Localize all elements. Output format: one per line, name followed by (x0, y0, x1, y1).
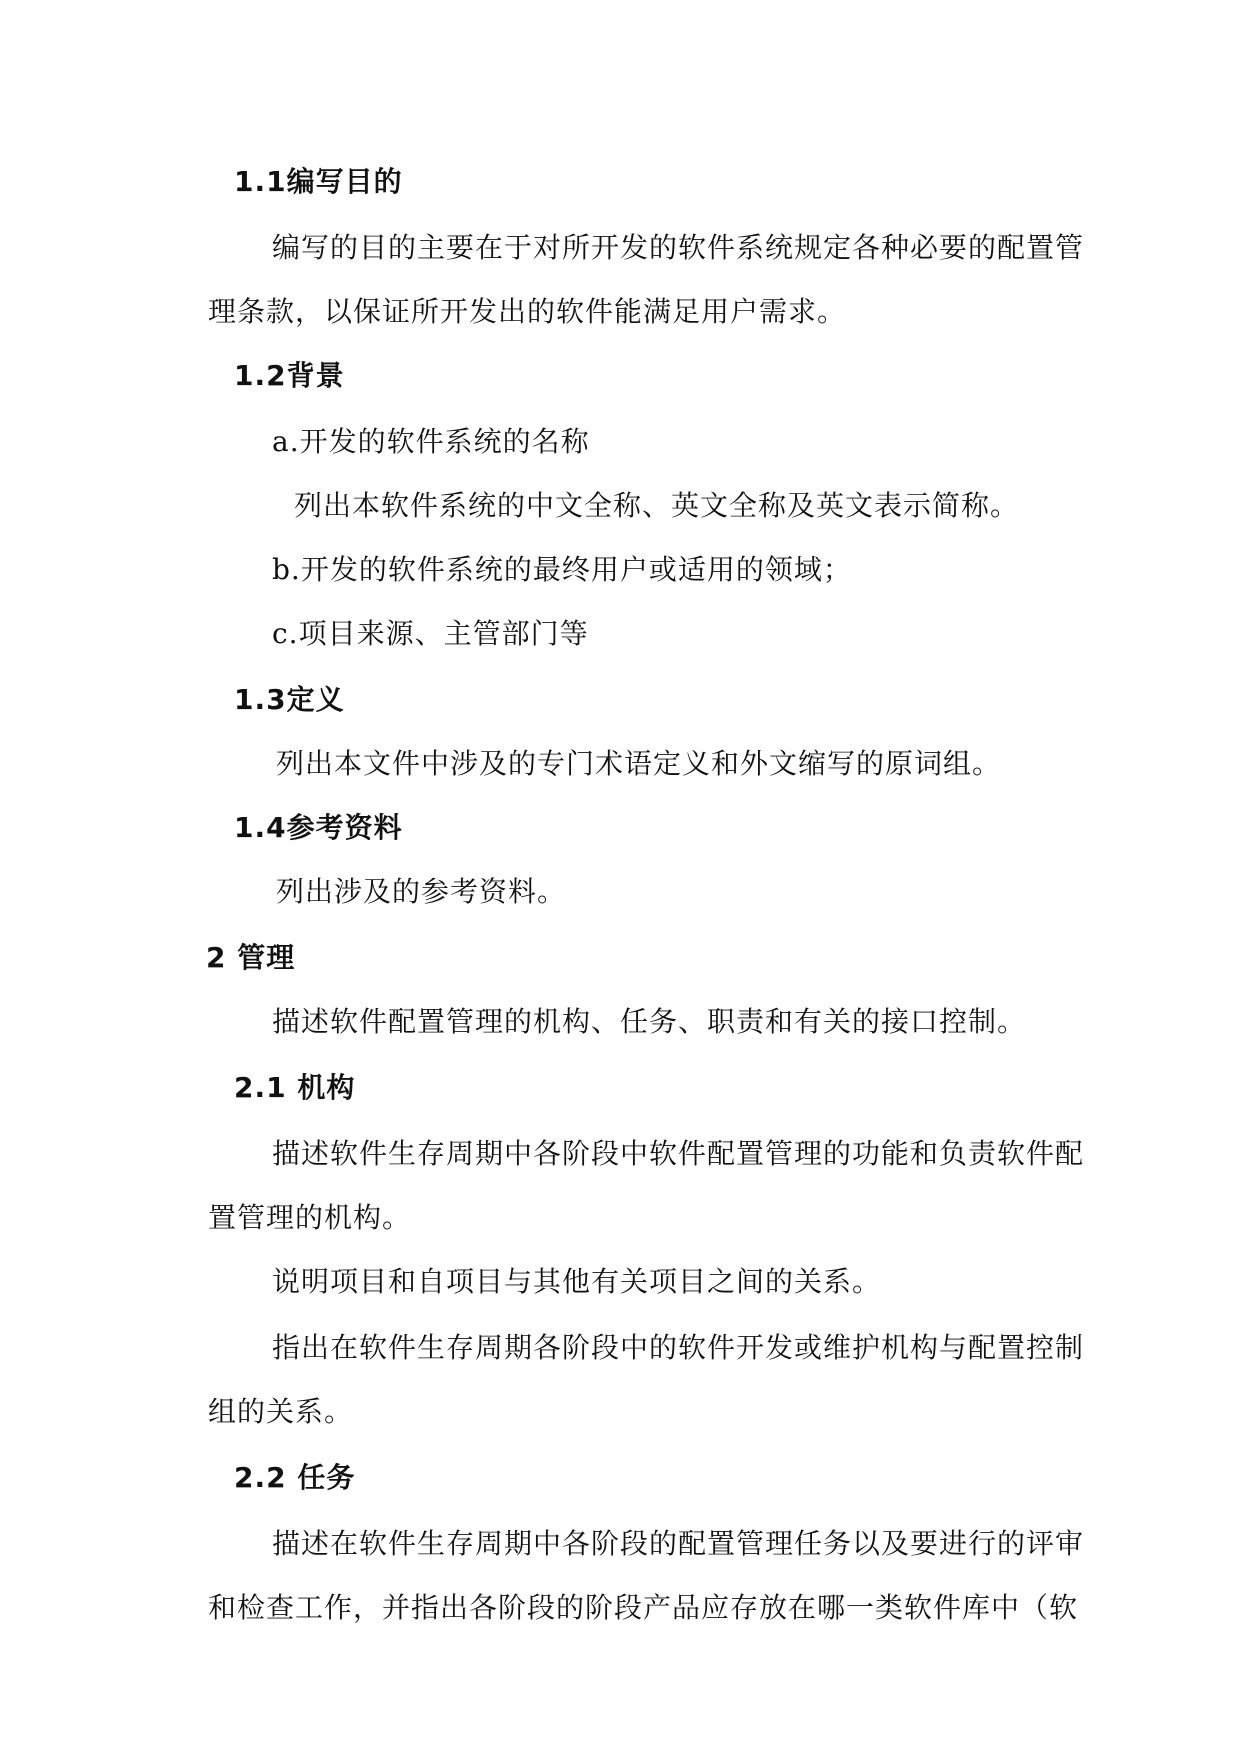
list-item-a-description: 列出本软件系统的中文全称、英文全称及英文表示简称。 (294, 489, 1020, 522)
list-item-c: c.项目来源、主管部门等 (272, 617, 589, 650)
paragraph-2-1-3-line-2: 组的关系。 (208, 1395, 354, 1428)
paragraph-1-1-line-2: 理条款，以保证所开发出的软件能满足用户需求。 (208, 295, 847, 328)
paragraph-2-2-line-1: 描述在软件生存周期中各阶段的配置管理任务以及要进行的评审 (272, 1527, 1085, 1560)
paragraph-1-4: 列出涉及的参考资料。 (276, 875, 567, 908)
heading-1-2: 1.2背景 (234, 359, 345, 392)
paragraph-1-3: 列出本文件中涉及的专门术语定义和外文缩写的原词组。 (276, 747, 1002, 780)
heading-2: 2 管理 (206, 941, 296, 974)
paragraph-2-1-1-line-1: 描述软件生存周期中各阶段中软件配置管理的功能和负责软件配 (272, 1137, 1085, 1170)
heading-2-2: 2.2 任务 (234, 1461, 356, 1494)
paragraph-1-1-line-1: 编写的目的主要在于对所开发的软件系统规定各种必要的配置管 (272, 231, 1085, 264)
heading-1-1: 1.1编写目的 (234, 165, 403, 198)
heading-1-3: 1.3定义 (234, 683, 345, 716)
heading-2-1: 2.1 机构 (234, 1071, 356, 1104)
paragraph-2-2-line-2: 和检查工作，并指出各阶段的阶段产品应存放在哪一类软件库中（软 (208, 1591, 1079, 1624)
list-item-a: a.开发的软件系统的名称 (272, 425, 590, 458)
paragraph-2-1-1-line-2: 置管理的机构。 (208, 1201, 412, 1234)
list-item-b: b.开发的软件系统的最终用户或适用的领域； (272, 553, 852, 586)
paragraph-2-1-3-line-1: 指出在软件生存周期各阶段中的软件开发或维护机构与配置控制 (272, 1331, 1085, 1364)
heading-1-4: 1.4参考资料 (234, 811, 403, 844)
paragraph-2: 描述软件配置管理的机构、任务、职责和有关的接口控制。 (272, 1005, 1027, 1038)
paragraph-2-1-2: 说明项目和自项目与其他有关项目之间的关系。 (272, 1265, 882, 1298)
